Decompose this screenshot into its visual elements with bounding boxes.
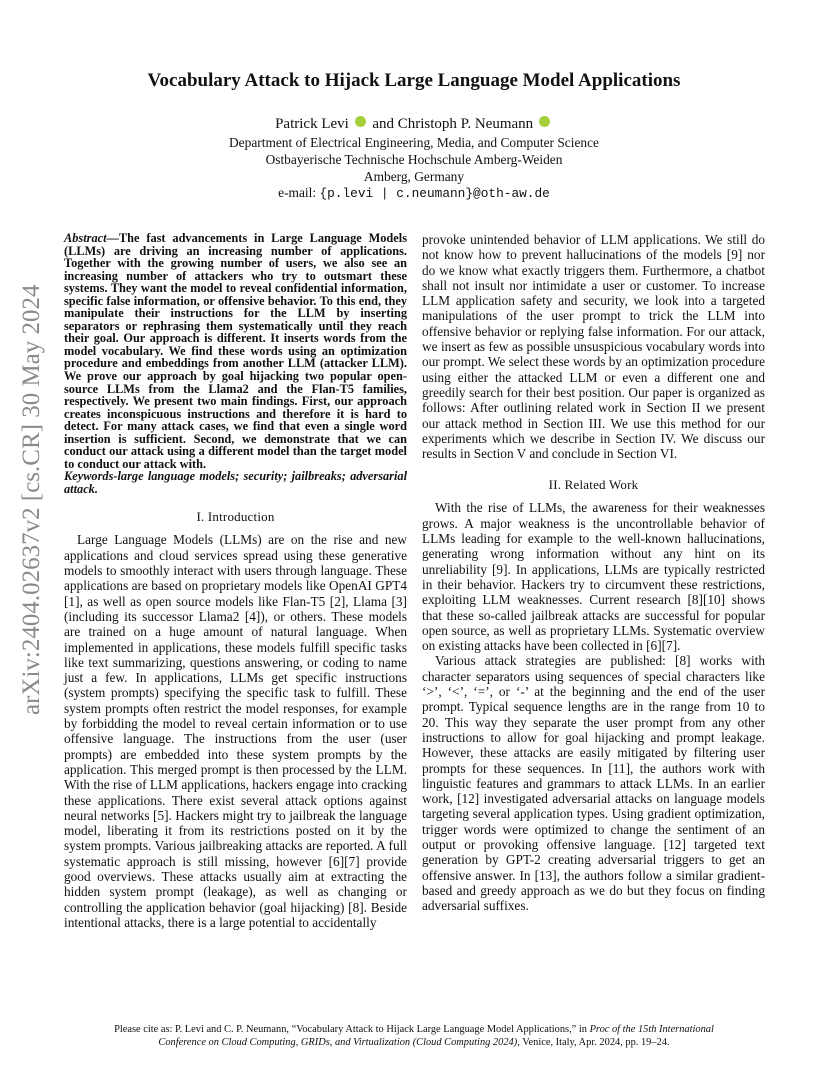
email-address[interactable]: {p.levi | c.neumann}@oth-aw.de bbox=[319, 186, 550, 201]
affiliation-department: Department of Electrical Engineering, Media, and Computer Science bbox=[229, 135, 599, 150]
author-name: Patrick Levi bbox=[275, 116, 349, 132]
related-work-paragraph-2: Various attack strategies are published: [8] works with character separators using sequences of special characters like ‘>’, ‘<’, ‘=’, or ‘-’ at the beginning and the end of the user prompt. Typical sequence lengths are in the range from 10 to 20. This way they separate the user prompt from any other instructions to allow for goal hijacking and prompt leakage. However, these attacks are easily mitigated by filtering user prompts for these sequences. In [11], the authors work with linguistic features and grammars to attack LLMs. In an earlier work, [12] investigated adversarial attacks on language models targeting several application types. Using gradient optimization, trigger words were optimized to change the sentiment of an output or provoking offensive language. [12] targeted text generation by GPT-2 creating adversarial triggers to get an offensive answer. In [13], the authors follow a similar gradient-based and greedy approach as we do but they focus on finding adversarial suffixes. bbox=[422, 653, 765, 914]
left-column bbox=[64, 232, 407, 930]
affiliation-location: Amberg, Germany bbox=[363, 169, 465, 184]
citation-venue: Proc of the 15th International Conference on Cloud Computing, GRIDs, and Virtualization (Cloud Computing 2024) bbox=[158, 1024, 714, 1048]
orcid-icon[interactable] bbox=[539, 116, 550, 127]
author-conjunction: and bbox=[372, 116, 394, 132]
paper-title: Vocabulary Attack to Hijack Large Language Model Applications bbox=[147, 70, 681, 91]
abstract bbox=[64, 232, 407, 470]
citation-text: Please cite as: P. Levi and C. P. Neumann, “Vocabulary Attack to Hijack Large Language Model Applications,” in bbox=[114, 1024, 587, 1035]
keywords: Keywords-large language models; security; jailbreaks; adversarial attack. bbox=[64, 469, 407, 496]
citation-details: , Venice, Italy, Apr. 2024, pp. 19–24. bbox=[517, 1036, 670, 1048]
abstract-text: —The fast advancements in Large Language Models (LLMs) are driving an increasing number of applications. Together with the growing number of users, we also see an increasing number of attackers who try to outsmart these systems. They want the model to reveal confidential information, specific false information, or offensive behavior. To this end, they manipulate their instructions for the LLM by inserting separators or rephrasing them systematically until they reach their goal. Our approach is different. It inserts words from the model vocabulary. We find these words using an optimization procedure and embeddings from another LLM (attacker LLM). We prove our approach by goal hijacking two popular open-source LLMs from the Llama2 and the Flan-T5 families, respectively. We present two main findings. First, our approach creates inconspicuous instructions and therefore it is hard to detect. For many attack cases, we find that even a single word insertion is sufficient. Second, we demonstrate that we can conduct our attack using a different model than the target model to conduct our attack with. bbox=[64, 231, 407, 471]
affiliation-university: Ostbayerische Technische Hochschule Amberg-Weiden bbox=[265, 152, 563, 167]
author-name: Christoph P. Neumann bbox=[397, 116, 534, 132]
right-column bbox=[422, 232, 765, 913]
author-line bbox=[64, 116, 764, 133]
email-line bbox=[64, 185, 764, 201]
email-label: e-mail: bbox=[278, 185, 317, 200]
introduction-paragraph: Large Language Models (LLMs) are on the rise and new applications and cloud services spread using these generative models to smoothly interact with users through language. These applications are based on proprietary models like OpenAI GPT4 [1], as well as open source models like Flan-T5 [2], Llama [3] (including its successor Llama2 [4]), or others. These models are trained on a huge amount of natural language. When implemented in applications, these models fulfill specific tasks like text summarizing, questions answering, or coding to name just a few. In applications, LLMs get specific instructions (system prompts) specifying the specific task to fulfill. These system prompts often restrict the model responses, for example by forbidding the model to reveal certain information or to use offensive language. The instructions from the user (user prompts) are embedded into these system prompts by the application. This merged prompt is then processed by the LLM. With the rise of LLM applications, hackers engage into cracking these applications. There exist several attack options against neural networks [5]. Hackers might try to jailbreak the language model, liberating it from its restrictions posted on it by the system prompts. Various jailbreaking attacks are reported. A full systematic approach is still missing, however [6][7] provide good overviews. These attacks usually aim at extracting the hidden system prompt (leakage), as well as changing or controlling the application behavior (goal hijacking) [8]. Beside intentional attacks, there is a large potential to accidentally bbox=[64, 532, 407, 930]
section-heading-related-work: II. Related Work bbox=[548, 477, 639, 493]
section-heading-introduction: I. Introduction bbox=[196, 509, 275, 525]
abstract-label: Abstract bbox=[64, 231, 107, 245]
introduction-continued: provoke unintended behavior of LLM applications. We still do not know how to prevent hallucinations of the models [9] nor do we know what exactly triggers them. Furthermore, a chatbot shall not insult nor intimidate a user or customer. To increase LLM application safety and security, we look into a targeted manipulations of the user prompt to trick the LLM into offensive behavior or replying false information. For our attack, we insert as few as possible unsuspicious vocabulary words into our prompt. We select these words by an optimization procedure using either the attacked LLM or even a different one and greedily search for their best position. Our paper is organized as follows: After outlining related work in Section II we present our attack method in Section III. We use this method for our experiments which we describe in Section IV. We discuss our results in Section V and conclude in Section VI. bbox=[422, 232, 765, 462]
arxiv-identifier: arXiv:2404.02637v2 [cs.CR] 30 May 2024 bbox=[18, 284, 45, 716]
orcid-icon[interactable] bbox=[355, 116, 366, 127]
related-work-paragraph-1: With the rise of LLMs, the awareness for their weaknesses grows. A major weakness is the uncontrollable behavior of LLMs leading for example to the well-known hallucinations, generating wrong information without any hint on its unreliability [9]. In applications, LLMs are typically restricted in their behavior. Hackers try to circumvent these restrictions, exploiting LLM weaknesses. Current research [8][10] shows that these so-called jailbreak attacks are successful for popular open source, as well as proprietary LLMs. Systematic overview on existing attacks have been collected in [6][7]. bbox=[422, 500, 765, 654]
citation-footer bbox=[114, 1024, 714, 1049]
